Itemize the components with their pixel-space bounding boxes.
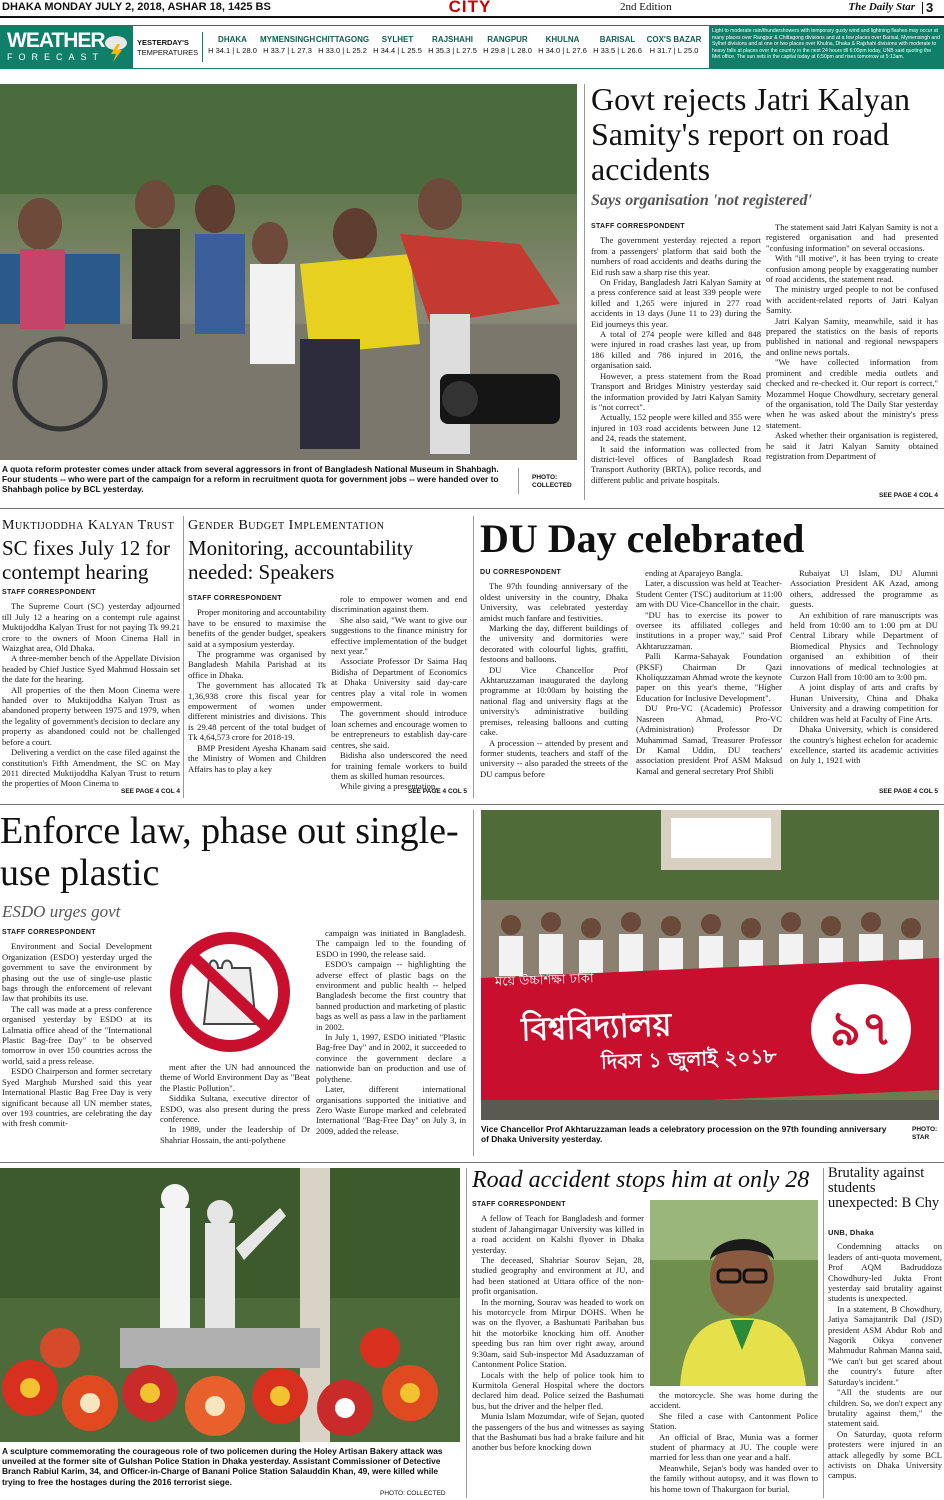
paragraph: While giving a presentation, xyxy=(340,781,438,792)
section-rule xyxy=(0,1162,944,1163)
paragraph: "All the students are our children. So, we don't expect any brutality against them," the statement said. xyxy=(828,1387,942,1429)
story8-body xyxy=(828,1228,942,1498)
byline: STAFF CORRESPONDENT xyxy=(472,1201,566,1208)
paragraph: She filed a case with Cantonment Police Station. xyxy=(650,1410,818,1432)
paragraph: With "ill motive", it has been trying to create confusion among people by exaggerating number of road accidents, the statement read. xyxy=(766,253,938,285)
byline: STAFF CORRESPONDENT xyxy=(2,929,96,936)
byline: STAFF CORRESPONDENT xyxy=(2,589,96,596)
col-rule xyxy=(183,516,184,798)
story4-col1 xyxy=(480,568,628,798)
story5-col1 xyxy=(2,928,152,1164)
paragraph: DU Vice Chancellor Prof Akhtaruzzaman inaugurated the daylong programme at 10:00am by hoisting the national flag and university flags at the university's administrative building premises, releasing balloons and cutting cake. xyxy=(480,664,628,738)
paragraph: ESDO's campaign -- highlighting the adverse effect of plastic bags on the environment and public health -- helped Bangladesh become the first country that banned production and marketing of plastic bags as well as pass a law in the parliament in 2002. xyxy=(316,959,466,1032)
city-temp: BARISAL H 33.5 | L 26.6 xyxy=(593,35,642,55)
section-rule xyxy=(0,804,944,805)
victim-portrait-photo xyxy=(650,1200,818,1386)
paragraph: On Friday, Bangladesh Jatri Kalyan Samity at a press conference said at least 339 people were killed and 1,265 were injured in 277 road accidents in 13 days (June 11 to 23) during the Eid journeys this year. xyxy=(591,277,761,329)
section-name: CITY xyxy=(448,0,492,16)
weather-title: WEATHER xyxy=(7,29,105,52)
story5-col3 xyxy=(316,928,466,1164)
paragraph: It said the information was collected from district-level offices of Bangladesh Road Transport Authority (BRTA), police records, and different public and private hospitals. xyxy=(591,443,761,485)
paragraph: A total of 274 people were killed and 848 were injured in road crashes last year, up from 186 killed and 786 injured in 2016, the organisation said. xyxy=(591,329,761,371)
paragraph: Delivering a verdict on the case filed against the constitution's Fifth Amendment, the SC on May 2011 directed Muktijoddha Kalyan Trust to return the properties of Moon Cinema to xyxy=(2,747,180,789)
story7-col1 xyxy=(472,1200,644,1498)
paragraph: Associate Professor Dr Saima Haq Bidisha of Department of Economics at Dhaka University said day-care centres play a vital role in women empowerment. xyxy=(331,656,467,709)
paragraph: The 97th founding anniversary of the oldest university in the country, Dhaka University, was celebrated yesterday amidst much fanfare and festivities. xyxy=(480,581,628,623)
city-temp: RAJSHAHI H 35.3 | L 27.5 xyxy=(428,35,477,55)
paragraph: In the morning, Sourav was headed to work on his motorcycle from Mirpur DOHS. When he was on the flyover, a Bashumati Paribahan bus hit the motorbike knocking him off. Another speeding bus ran him over right away, around 9:30am, said Sub-inspector Md Asaduzzaman of Cantonment Police Station. xyxy=(472,1296,644,1370)
quota-protest-photo xyxy=(0,84,577,460)
paragraph: The deceased, Shahriar Sourov Sejan, 28, studied geography and environment at JU, and had been stationed at Uttara office of the non-profit organisation. xyxy=(472,1255,644,1297)
story2-body xyxy=(2,588,180,792)
story3-jump[interactable]: SEE PAGE 4 COL 5 xyxy=(407,788,467,795)
paragraph: She also said, "We want to give our suggestions to the finance ministry for effective implementation of the budget next year." xyxy=(331,614,467,657)
paragraph: the motorcycle. She was home during the accident. xyxy=(650,1390,818,1411)
paragraph: A three-member bench of the Appellate Division headed by Chief Justice Syed Mahmud Hossain set the date for the hearing. xyxy=(2,653,180,685)
byline: UNB, Dhaka xyxy=(828,1228,874,1237)
col-rule xyxy=(823,1168,824,1498)
paragraph: Bidisha also underscored the need for training female workers to build them as skilled human resources. xyxy=(331,750,467,781)
banner-text-line1: ময়ে উচ্চশিক্ষা ঢাকা xyxy=(494,971,594,990)
paper-name: The Daily Star xyxy=(848,1,915,13)
paragraph: Condemning attacks on leaders of anti-quota movement, Prof AQM Badruddoza Chowdhury-led Jukta Front yesterday said brutality against students is unexpected. xyxy=(828,1241,942,1304)
paragraph: Dhaka University, which is considered the country's highest echelon for academic excellence, started its academic activities on July 1, 1921 with xyxy=(790,724,938,766)
paragraph: The government yesterday rejected a report from a passengers' platform that said both the numbers of road accidents and deaths during the Eid rush saw a sharp rise this year. xyxy=(591,235,761,277)
storm-icon xyxy=(103,32,129,62)
paragraph: Marking the day, different buildings of the university and dormitories were decorated with colourful lights, graffiti, festoons and balloons. xyxy=(480,623,628,665)
city-temp: DHAKA H 34.1 | L 28.0 xyxy=(208,35,257,55)
story4-jump[interactable]: SEE PAGE 4 COL 5 xyxy=(878,788,938,795)
sculpture-photo-caption: A sculpture commemorating the courageous role of two policemen during the Holey Artisan Bakery attack was unveiled at the former site of Gulshan Police Station in Dhaka yesterday. Assistant Commissioner of Detective Branch Rabiul Karim, 34, and Officer-in-Charge of Banani Police Station Salauddin Khan, 49, were killed while trying to free the hostages during the 2016 terrorist siege. xyxy=(2,1446,443,1487)
story2-kicker: Muktijoddha Kalyan Trust xyxy=(2,518,175,533)
story1-subhead: Says organisation 'not registered' xyxy=(591,192,812,209)
paragraph: Siddika Sultana, executive director of ESDO, was also present during the press conference. xyxy=(160,1093,310,1125)
yesterday-label: YESTERDAY'S xyxy=(137,38,189,47)
paragraph: The government has allocated Tk 1,36,938 crore this fiscal year for empowerment of women under different ministries and divisions. This is 29.48 percent of the total budget of Tk 4,64,573 crore for 2018-19. xyxy=(188,680,326,743)
du-photo-credit-label: PHOTO: xyxy=(912,1126,938,1133)
story5-col2 xyxy=(160,1062,310,1164)
paragraph: All properties of the then Moon Cinema were handed over to Muktijoddha Kalyan Trust as abandoned property between 1975 and 1979, when the legality of government's decision to declare any property as abandoned could not be challenged before a court. xyxy=(2,684,180,747)
story4-col3 xyxy=(790,568,938,786)
banner-text-line2: বিশ্ববিদ্যালয় xyxy=(520,1005,673,1049)
story7-col2 xyxy=(650,1390,818,1498)
page-number: 3 xyxy=(926,0,934,15)
quota-photo-caption: A quota reform protester comes under attack from several aggressors in front of Bangladesh National Museum in Shahbagh. Four students -- who were part of the campaign for a reform in recruitment quota for government jobs -- were handed over to Shahbagh police by BCL yesterday. xyxy=(2,464,499,495)
col-rule xyxy=(473,516,474,798)
story8-headline: Brutality against students unexpected: B Chy xyxy=(828,1165,940,1211)
byline: STAFF CORRESPONDENT xyxy=(188,595,282,602)
paragraph: Munia Islam Mozumdar, wife of Sejan, quoted the passengers of the bus and witnesses as saying that the Bashumati bus had a brake failure and hit another bus before knocking down xyxy=(472,1411,644,1453)
dateline: DHAKA MONDAY JULY 2, 2018, ASHAR 18, 1425 BS xyxy=(2,1,271,13)
paragraph: However, a press statement from the Road Transport and Bridges Ministry yesterday said the information provided by Jatri Kalyan Samity is "not correct". xyxy=(591,370,761,412)
forecast-text: Light to moderate rain/thundershowers with temporary gusty wind and lightning flashes may occur at many places over Rangpur & Chittagong divisions and at a few places over Barisal, Mymensingh and Sylhet divisions and at one or two places over Khulna, Dhaka & Rajshahi divisions with moderate to heavy falls at places over the country in the next 24 hours till 6:00pm today, UNB said quoting the Met office. The sun sets in the capital today at 6:50pm and rises tomorrow at 5:13am. xyxy=(712,28,940,61)
paragraph: Rubaiyat Ul Islam, DU Alumni Association President AK Azad, among others, addressed the programme as guests. xyxy=(790,568,938,610)
paragraph: "DU has to exercise its power to oversee its affiliated colleges and institutions in a proper way," said Prof Akhtaruzzaman. xyxy=(636,609,782,651)
paragraph: Palli Karma-Sahayak Foundation (PKSF) Chairman Dr Qazi Kholiquzzaman Ahmad wrote the keynote paper on this year's theme, "Higher Education for Inclusive Development". xyxy=(636,651,782,703)
byline: DU CORRESPONDENT xyxy=(480,569,562,576)
story4-col2 xyxy=(636,568,782,798)
story1-col1 xyxy=(591,222,761,500)
story1-jump[interactable]: SEE PAGE 4 COL 4 xyxy=(878,492,938,499)
anniversary-badge: ৯৭ xyxy=(811,984,911,1074)
paragraph: An official of Brac, Munia was a former student of pharmacy at JU. The couple were married for less than one year and a half. xyxy=(650,1431,818,1463)
paragraph: In 1989, under the leadership of Dr Shahriar Hossain, the anti-polythene xyxy=(160,1124,310,1145)
city-temp: KHULNA H 34.0 | L 27.6 xyxy=(538,35,587,55)
du-procession-photo xyxy=(481,810,939,1120)
paragraph: An exhibition of rare manuscripts was held from 10:00 am to 1:00 pm at DU Central Library while Department of Biomedical Physics and Technology organised an exhibition of their innovations of medical technologies at Curzon Hall from 10:00 am to 3:00 pm. xyxy=(790,609,938,683)
paragraph: role to empower women and end discrimination against them. xyxy=(331,594,467,615)
paragraph: Actually, 152 people were killed and 355 were injured in 103 road accidents between June 12 and 24, reads the statement. xyxy=(591,412,761,444)
paragraph: ending at Aparajeyo Bangla. xyxy=(645,568,743,578)
paragraph: Later, a discussion was held at Teacher-Student Center (TSC) auditorium at 11:00 am with DU Vice-Chancellor in the chair. xyxy=(636,578,782,610)
story1-headline: Govt rejects Jatri Kalyan Samity's report on road accidents xyxy=(591,81,910,187)
paragraph: A fellow of Teach for Bangladesh and former student of Jahangirnagar University was killed in a road accident on Kalshi flyover in Dhaka yesterday. xyxy=(472,1213,644,1255)
story7-headline: Road accident stops him at only 28 xyxy=(472,1167,810,1193)
paragraph: The ministry urged people to not be confused with accident-related reports of Jatri Kalyan Samity. xyxy=(766,284,938,316)
section-rule xyxy=(0,508,944,509)
caption-divider xyxy=(518,468,519,494)
paragraph: The government should introduce loan schemes and encourage women to be entrepreneurs to establish day-care centres, she said. xyxy=(331,708,467,750)
city-temp: RANGPUR H 29.8 | L 28.0 xyxy=(483,35,532,55)
quota-photo-credit: PHOTO: COLLECTED xyxy=(532,474,572,489)
paragraph: BMP President Ayesha Khanam said the Ministry of Women and Children Affairs has to play a key xyxy=(188,742,326,774)
sculpture-photo-credit: PHOTO: COLLECTED xyxy=(380,1490,446,1497)
story5-subhead: ESDO urges govt xyxy=(2,902,121,921)
paragraph: Proper monitoring and accountability have to be ensured to maximise the benefits of the gender budget, speakers said at a symposium yesterday. xyxy=(188,607,326,649)
masthead-divider xyxy=(922,2,923,14)
paragraph: DU Pro-VC (Academic) Professor Nasreen Ahmad, Pro-VC (Administration) Professor Dr Muhammad Samad, Treasurer Professor Dr Kamal Uddin, DU teachers' association president Prof ASM Maksud Kamal and general secretary Prof Shibli xyxy=(636,703,782,776)
city-temp: MYMENSINGH H 33.7 | L 27.3 xyxy=(260,35,316,55)
sculpture-photo xyxy=(0,1168,460,1442)
story3-col1 xyxy=(188,594,326,798)
col-rule xyxy=(466,1168,467,1498)
du-photo-credit: STAR xyxy=(912,1134,930,1141)
paragraph: The Supreme Court (SC) yesterday adjourned till July 12 a hearing on a contempt rule against Muktijoddha Kalyan Trust for not paying Tk 99.21 crore to the owners of Moon Cinema Hall in Waizghat area, Old Dhaka. xyxy=(2,601,180,654)
story2-jump[interactable]: SEE PAGE 4 COL 4 xyxy=(120,788,180,795)
paragraph: Jatri Kalyan Samity, meanwhile, said it has prepared the statistics on the basis of reports published in national and regional newspapers and online news portals. xyxy=(766,315,938,357)
edition-label: 2nd Edition xyxy=(620,1,672,13)
paragraph: ment after the UN had announced the theme of World Environment Day as "Beat the Plastic Pollution". xyxy=(160,1062,310,1093)
story4-headline: DU Day celebrated xyxy=(480,516,805,561)
paragraph: The statement said Jatri Kalyan Samity is not a registered organisation and had presented "confusing information" on several occasions. xyxy=(766,222,938,253)
weather-bar xyxy=(0,25,944,69)
paragraph: Meanwhile, Sejan's body was handed over to the family without autopsy, and it was flown to his home town of Thakurgaon for burial. xyxy=(650,1462,818,1494)
paragraph: The programme was organised by Bangladesh Mahila Parishad at its office in Dhaka. xyxy=(188,649,326,680)
paragraph: A procession -- attended by present and former students, teachers and staff of the university -- also paraded the streets of the DU campus before xyxy=(480,737,628,779)
paragraph: The call was made at a press conference organised yesterday by ESDO at its Lalmatia office ahead of the "International Plastic Bag-free Day" to be observed tomorrow in over 150 countries across the world, said a press release. xyxy=(2,1003,152,1066)
no-plastic-bag-icon xyxy=(160,928,300,1056)
paragraph: Asked whether their organisation is registered, he said it Jatri Kalyan Samity obtained registration from Department of xyxy=(766,430,938,461)
col-rule xyxy=(584,84,585,500)
story1-col2 xyxy=(766,222,938,488)
byline: STAFF CORRESPONDENT xyxy=(591,223,685,230)
city-list xyxy=(205,35,705,63)
col-rule xyxy=(473,810,474,1156)
masthead-rule xyxy=(0,16,944,18)
du-photo-caption: Vice Chancellor Prof Akhtaruzzaman leads a celebratory procession on the 97th founding anniversary of Dhaka University yesterday. xyxy=(481,1124,887,1145)
weather-badge xyxy=(1,26,133,68)
paragraph: On Saturday, quota reform protesters were injured in an attack allegedly by some BCL activists on Dhaka University campus. xyxy=(828,1428,942,1481)
city-temp: SYLHET H 34.4 | L 25.5 xyxy=(373,35,422,55)
paragraph: A joint display of arts and crafts by Hunan University, China and Dhaka University and a drawing competition for children was held at Faculty of Fine Arts. xyxy=(790,682,938,724)
temps-label: TEMPERATURES xyxy=(137,48,199,57)
weather-subtitle: FORECAST xyxy=(7,52,105,62)
city-temp: CHITTAGONG H 33.0 | L 25.2 xyxy=(315,35,370,55)
story5-headline: Enforce law, phase out single-use plastic xyxy=(0,810,459,894)
paragraph: Environment and Social Development Organization (ESDO) yesterday urged the government to save the environment by phasing out the use of single-use plastic bags through the enforcement of relevant law that prohibits its use. xyxy=(2,941,152,1004)
paragraph: Locals with the help of police took him to Kurmitola General Hospital where the doctors declared him dead. Police seized the Bashumati bus, but the driver and the helper fled. xyxy=(472,1369,644,1411)
paragraph: In July 1, 1997, ESDO initiated "Plastic Bag-free Day" and in 2002, it succeeded to convince the government declare a nationwide ban on production and use of polythene. xyxy=(316,1032,466,1084)
forecast-box xyxy=(709,26,943,68)
paragraph: ESDO Chairperson and former secretary Syed Marghub Murshed said this year International Plastic Bag Free Day is very significant because all UN member states, over 193 countries, are celebrating the day with fresh commit- xyxy=(2,1066,152,1129)
paragraph: "We have collected information from prominent and credible media outlets and checked and re-checked it. Our report is correct," Mozammel Hoque Chowdhury, secretary general of the organisation, told The Daily Star yesterday when he was asked about the ministry's press statement. xyxy=(766,357,938,430)
banner-text-line3: দিবস ১ জুলাই ২০১৮ xyxy=(600,1043,777,1074)
story3-kicker: Gender Budget Implementation xyxy=(188,518,385,533)
city-temp: COX'S BAZAR H 31.7 | L 25.0 xyxy=(646,35,702,55)
paragraph: In a statement, B Chowdhury, Jatiya Samajtantrik Dal (JSD) president ASM Abdur Rob and Nagorik Oikya convener Mahmudur Rahman Manna said, "We can't but get scared about the country's future after Saturday's incident." xyxy=(828,1303,942,1387)
story3-headline: Monitoring, accountability needed: Speakers xyxy=(188,536,414,584)
paragraph: campaign was initiated in Bangladesh. The campaign led to the founding of ESDO in 1990, the release said. xyxy=(316,928,466,959)
story2-headline: SC fixes July 12 for contempt hearing xyxy=(2,536,170,584)
paragraph: Later, different international organisations supported the initiative and Zero Waste Europe marked and celebrated International "Bag-Free Day" on July 3, in 2009, added the release. xyxy=(316,1084,466,1136)
weather-divider xyxy=(202,32,203,62)
